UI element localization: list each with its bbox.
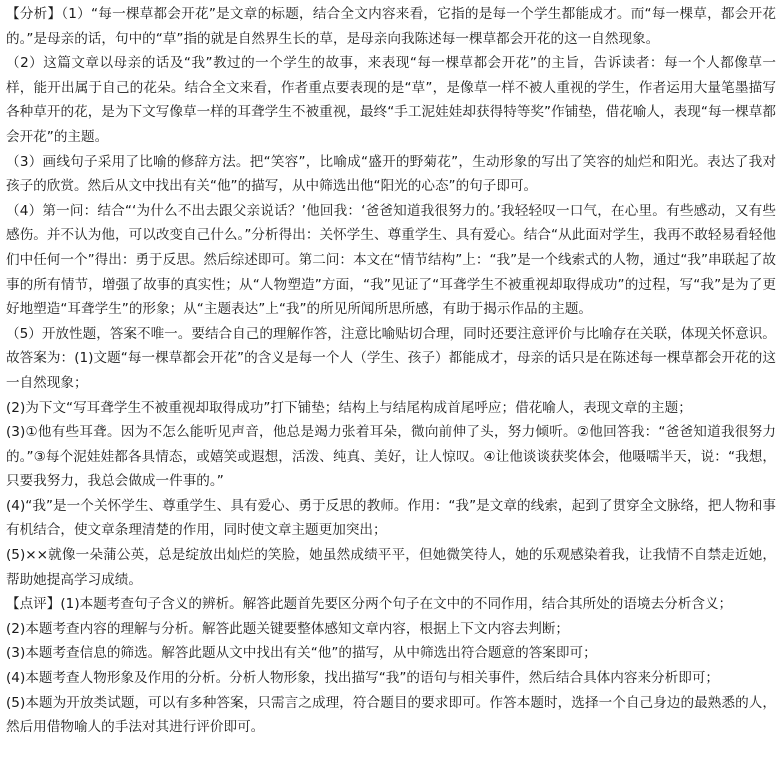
comment-part-1: 【点评】(1)本题考查句子含义的辨析。解答此题首先要区分两个句子在文中的不同作用，结合其所处的语境去分析含义； — [6, 596, 733, 613]
comment-part-3: (3)本题考查信息的筛选。解答此题从文中找出有关“他”的描写，从中筛选出符合题意的答案即可； — [6, 645, 597, 662]
analysis-part-1: 【分析】（1）“每一棵草都会开花”是文章的标题，结合全文内容来看，它指的是每一个学生都能成才。而“每一棵草，都会开花的。”是母亲的话，句中的“草”指的就是自然界生长的草，是母亲向我陈述每一棵草都会开花的这一自然现象。 — [6, 6, 776, 47]
comment-part-4: (4)本题考查人物形象及作用的分析。分析人物形象，找出描写“我”的语句与相关事件，然后结合具体内容来分析即可； — [6, 670, 720, 687]
analysis-part-5: （5）开放性题，答案不唯一。要结合自己的理解作答，注意比喻贴切合理，同时还要注意评价与比喻存在关联，体现关怀意识。 — [6, 325, 776, 342]
answer-part-5: (5)××就像一朵蒲公英，总是绽放出灿烂的笑脸，她虽然成绩平平，但她微笑待人，她的乐观感染着我，让我情不自禁走近她，帮助她提高学习成绩。 — [6, 547, 776, 588]
analysis-part-2: （2）这篇文章以母亲的话及“我”教过的一个学生的故事，来表现“每一棵草都会开花”的主旨，告诉读者：每一个人都像草一样，能开出属于自己的花朵。结合全文来看，作者重点要表现的是“草”，是像草一样不被人重视的学生，作者运用大量笔墨描写各种草开的花，是为下文写像草一样的耳聋学生不被重视，最终“手工泥娃娃却获得特等奖”作铺垫，借花喻人，表现“每一棵草都会开花”的主题。 — [6, 55, 776, 145]
analysis-part-3: （3）画线句子采用了比喻的修辞方法。把“笑容”，比喻成“盛开的野菊花”，生动形象的写出了笑容的灿烂和阳光。表达了我对孩子的欣赏。然后从文中找出有关“他”的描写，从中筛选出他“阳光的心态”的句子即可。 — [6, 153, 776, 195]
answer-part-2: (2)为下文“写耳聋学生不被重视却取得成功”打下铺垫；结构上与结尾构成首尾呼应；借花喻人，表现文章的主题； — [6, 399, 692, 416]
answer-part-1: 故答案为：(1)文题“每一棵草都会开花”的含义是每一个人（学生、孩子）都能成才，母亲的话只是在陈述每一棵草都会开花的这一自然现象； — [6, 350, 776, 391]
analysis-part-4: （4）第一问：结合“‘为什么不出去跟父亲说话？’他回我：‘爸爸知道我很努力的。’我轻轻叹一口气，在心里。有些感动，又有些感伤。并不认为他，可以改变自己什么。”分析得出：关怀学生、尊重学生、具有爱心。结合“从此面对学生，我再不敢轻易看轻他们中任何一个”得出：勇于反思。然后综述即可。第二问：本文在“情节结构”上：“我”是一个线索式的人物，通过“我”串联起了故事的所有情节，增强了故事的真实性；从“人物塑造”方面，“我”见证了“耳聋学生不被重视却取得成功”的过程，写“我”是为了更好地塑造“耳聋学生”的形象；从“主题表达”上“我”的所见所闻所思所感，有助于揭示作品的主题。 — [6, 202, 776, 318]
answer-part-4: (4)“我”是一个关怀学生、尊重学生、具有爱心、勇于反思的教师。作用：“我”是文章的线索，起到了贯穿全文脉络，把人物和事有机结合，使文章条理清楚的作用，同时使文章主题更加突出； — [6, 497, 776, 539]
comment-part-5: (5)本题为开放类试题，可以有多种答案，只需言之成理，符合题目的要求即可。作答本题时，选择一个自己身边的最熟悉的人，然后用借物喻人的手法对其进行评价即可。 — [6, 694, 776, 736]
answer-part-3: (3)①他有些耳聋。因为不怎么能听见声音，他总是竭力张着耳朵，微向前伸了头，努力倾听。②他回答我：“爸爸知道我很努力的。”③每个泥娃娃都各具情态，或嬉笑或遐想，活泼、纯真、美好，让人惊叹。④让他谈谈获奖体会，他嗫嚅半天，说：“我想，只要我努力，我总会做成一件事的。” — [6, 424, 776, 490]
comment-part-2: (2)本题考查内容的理解与分析。解答此题关键要整体感知文章内容，根据上下文内容去判断； — [6, 620, 570, 637]
